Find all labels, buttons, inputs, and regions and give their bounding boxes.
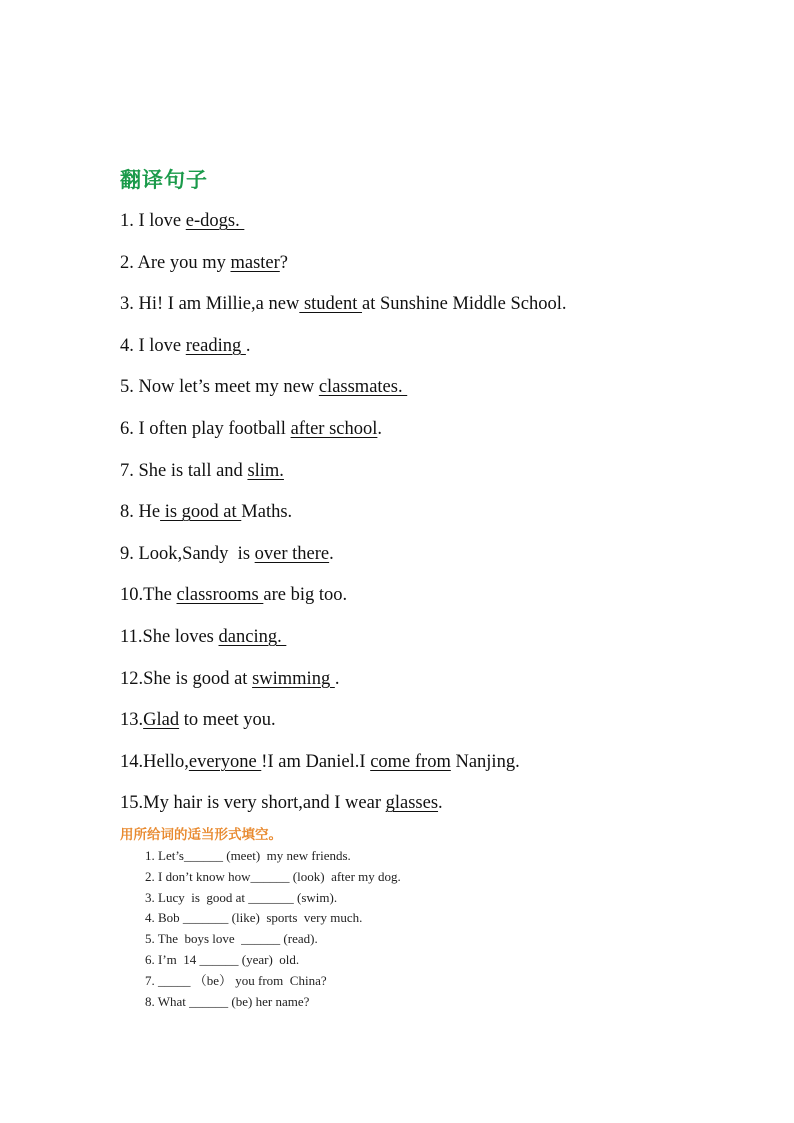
translation-sentence <box>120 664 760 706</box>
sentence-text: The <box>143 585 177 606</box>
sentence-text: to meet you. <box>179 710 276 731</box>
translation-sentence <box>120 622 760 664</box>
answer-underlined-text: everyone <box>188 751 262 772</box>
translation-sentence <box>120 206 760 248</box>
sentence-text: She is tall and <box>138 460 248 481</box>
sentence-text: Hello, <box>143 751 189 772</box>
sentence-number: 13. <box>120 710 144 731</box>
sentence-text: Nanjing. <box>450 751 520 772</box>
sentence-text: ? <box>279 252 289 273</box>
sentence-number: 7. <box>120 460 139 481</box>
answer-underlined-text: dancing. <box>218 626 287 647</box>
section-title-translate: 翻译句子 <box>120 168 208 192</box>
fill-in-item: 7. _____ （be） you from China? <box>145 972 327 988</box>
translation-sentence <box>120 414 760 456</box>
sentence-number: 14. <box>120 751 144 772</box>
fill-in-item: 8. What ______ (be) her name? <box>145 993 310 1009</box>
translation-sentence <box>120 497 760 539</box>
answer-underlined-text: classmates. <box>318 377 408 398</box>
fill-in-item: 6. I’m 14 ______ (year) old. <box>145 951 300 967</box>
sentence-text: I often play football <box>138 418 291 439</box>
sentence-text: Now let’s meet my new <box>138 377 319 398</box>
answer-underlined-text: student <box>299 294 363 315</box>
sentence-number: 1. <box>120 211 139 231</box>
answer-underlined-text: Glad <box>143 710 180 731</box>
answer-underlined-text: come from <box>370 751 451 772</box>
answer-underlined-text: slim. <box>247 460 284 481</box>
sentence-text: . <box>245 335 251 356</box>
answer-underlined-text: e-dogs. <box>185 211 245 231</box>
answer-underlined-text: glasses <box>385 793 439 814</box>
section-title-fill-in: 用所给词的适当形式填空。 <box>120 827 282 843</box>
sentence-text: She is good at <box>143 668 253 689</box>
fill-in-item: 5. The boys love ______ (read). <box>145 931 318 947</box>
sentence-text: Look,Sandy is <box>138 543 255 564</box>
sentence-number: 15. <box>120 793 144 814</box>
sentence-text: at Sunshine Middle School. <box>362 294 567 315</box>
translation-sentence <box>120 747 760 789</box>
translation-sentence <box>120 456 760 498</box>
sentence-number: 2. <box>120 252 138 273</box>
fill-in-item: 2. I don’t know how______ (look) after my dog. <box>145 868 401 884</box>
translation-sentence <box>120 539 760 581</box>
sentence-text: Are you my <box>137 252 231 273</box>
sentence-number: 4. <box>120 335 139 356</box>
sentence-number: 11. <box>120 626 143 647</box>
sentence-number: 5. <box>120 377 139 398</box>
sentence-text: My hair is very short,and I wear <box>143 793 386 814</box>
sentence-number: 9. <box>120 543 139 564</box>
sentence-number: 10. <box>120 585 144 606</box>
translation-sentence <box>120 248 760 290</box>
answer-underlined-text: after school <box>290 418 378 439</box>
sentence-text: !I am Daniel.I <box>261 751 371 772</box>
sentence-text: I love <box>138 335 186 356</box>
fill-in-exercise-list <box>145 847 545 1013</box>
sentence-text: She loves <box>142 626 219 647</box>
sentence-text: Hi! I am Millie,a new <box>138 294 300 315</box>
fill-in-item: 1. Let’s______ (meet) my new friends. <box>145 848 351 863</box>
sentence-number: 3. <box>120 294 139 315</box>
sentence-text: . <box>377 418 383 439</box>
answer-underlined-text: reading <box>185 335 246 356</box>
sentence-text: are big too. <box>263 585 348 606</box>
sentence-text: . <box>334 668 340 689</box>
translation-sentence-list <box>120 206 760 830</box>
sentence-number: 12. <box>120 668 144 689</box>
sentence-text: He <box>138 502 161 523</box>
answer-underlined-text: classrooms <box>176 585 264 606</box>
sentence-text: I love <box>138 211 186 231</box>
translation-sentence <box>120 705 760 747</box>
answer-underlined-text: master <box>230 252 280 273</box>
sentence-number: 6. <box>120 418 139 439</box>
answer-underlined-text: over there <box>254 543 330 564</box>
sentence-number: 8. <box>120 502 139 523</box>
translation-sentence <box>120 331 760 373</box>
sentence-text: . <box>329 543 334 564</box>
answer-underlined-text: is good at <box>160 502 242 523</box>
fill-in-item: 3. Lucy is good at _______ (swim). <box>145 889 338 905</box>
translation-sentence <box>120 580 760 622</box>
translation-sentence <box>120 289 760 331</box>
fill-in-item: 4. Bob _______ (like) sports very much. <box>145 910 363 926</box>
translation-sentence <box>120 372 760 414</box>
sentence-text: Maths. <box>241 502 293 523</box>
answer-underlined-text: swimming <box>252 668 335 689</box>
sentence-text: . <box>438 793 443 814</box>
